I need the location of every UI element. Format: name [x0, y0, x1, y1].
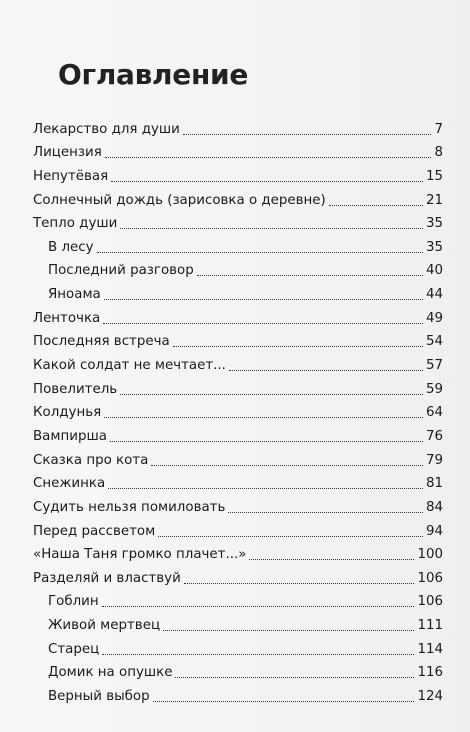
toc-entry	[33, 610, 443, 634]
dot-leader	[173, 346, 423, 347]
toc-entry-title: Судить нельзя помиловать	[33, 499, 226, 515]
dot-leader	[329, 205, 423, 206]
dot-leader	[163, 630, 414, 631]
toc-entry-page-number: 116	[417, 665, 443, 681]
toc-entry-page-number: 35	[425, 239, 443, 255]
dot-leader	[158, 536, 423, 537]
toc-entry	[33, 587, 443, 611]
toc-entry	[33, 658, 443, 682]
toc-entry	[33, 398, 443, 422]
toc-entry-page-number: 21	[425, 192, 443, 208]
toc-entry-page-number: 76	[425, 428, 443, 444]
toc-entry-title: Последняя встреча	[33, 334, 170, 350]
dot-leader	[104, 299, 423, 300]
toc-entry	[33, 374, 443, 398]
toc-entry-title: Непутёвая	[33, 168, 109, 184]
toc-entry-title: Колдунья	[33, 405, 102, 421]
dot-leader	[110, 441, 423, 442]
toc-entry-title: Вампирша	[33, 428, 107, 444]
toc-entry-page-number: 106	[417, 594, 443, 610]
toc-entry-page-number: 35	[425, 216, 443, 232]
toc-entry-title: Домик на опушке	[48, 665, 173, 681]
dot-leader	[229, 370, 423, 371]
toc-entry-title: Гоблин	[48, 594, 99, 610]
toc-entry-page-number: 57	[425, 358, 443, 374]
dot-leader	[197, 275, 423, 276]
toc-entry-page-number: 100	[417, 547, 443, 563]
toc-entry-page-number: 59	[425, 381, 443, 397]
toc-entry	[33, 138, 443, 162]
toc-entry	[33, 327, 443, 351]
dot-leader	[104, 417, 423, 418]
toc-entry-title: Яноама	[48, 287, 101, 303]
toc-entry	[33, 634, 443, 658]
toc-entry-page-number: 44	[425, 287, 443, 303]
toc-entry	[33, 350, 443, 374]
toc-entry-page-number: 64	[425, 405, 443, 421]
toc-entry	[33, 469, 443, 493]
toc-entry-page-number: 111	[417, 618, 443, 634]
toc-entry	[33, 681, 443, 705]
toc-entry	[33, 516, 443, 540]
toc-entry-page-number: 84	[425, 499, 443, 515]
dot-leader	[249, 559, 414, 560]
page-title: Оглавление	[58, 58, 249, 91]
dot-leader	[102, 654, 414, 655]
dot-leader	[102, 606, 415, 607]
toc-entry-title: В лесу	[48, 239, 94, 255]
toc-entry	[33, 421, 443, 445]
toc-entry-title: Разделяй и властвуй	[33, 570, 181, 586]
dot-leader	[120, 228, 423, 229]
toc-entry	[33, 563, 443, 587]
dot-leader	[120, 394, 423, 395]
toc-entry-title: Снежинка	[33, 476, 106, 492]
toc-entry-title: Лекарство для души	[33, 121, 180, 137]
toc-entry	[33, 540, 443, 564]
toc-entry-title: Старец	[48, 641, 100, 657]
dot-leader	[103, 323, 423, 324]
toc-entry	[33, 209, 443, 233]
dot-leader	[183, 134, 432, 135]
toc-entry	[33, 114, 443, 138]
toc-entry-page-number: 49	[425, 310, 443, 326]
toc-entry-title: Сказка про кота	[33, 452, 149, 468]
toc-entry-title: Солнечный дождь (зарисовка о деревне)	[33, 192, 326, 208]
toc-entry	[33, 303, 443, 327]
dot-leader	[228, 512, 423, 513]
dot-leader	[108, 488, 423, 489]
toc-entry-page-number: 79	[425, 452, 443, 468]
toc-entry-page-number: 54	[425, 334, 443, 350]
dot-leader	[153, 701, 415, 702]
toc-entry	[33, 256, 443, 280]
toc-entry-page-number: 124	[417, 689, 443, 705]
dot-leader	[105, 157, 432, 158]
toc-entry-title: Тепло души	[33, 216, 118, 232]
toc-entry	[33, 279, 443, 303]
toc-entry-title: Верный выбор	[48, 689, 150, 705]
dot-leader	[97, 252, 423, 253]
toc-entry-title: «Наша Таня громко плачет...»	[33, 547, 247, 563]
toc-entry-page-number: 106	[417, 570, 443, 586]
toc-entry-page-number: 8	[434, 145, 443, 161]
dot-leader	[151, 465, 423, 466]
toc-entry-title: Повелитель	[33, 381, 118, 397]
toc-entry-title: Ленточка	[33, 310, 101, 326]
toc-entry	[33, 492, 443, 516]
toc-entry	[33, 232, 443, 256]
toc-entry-page-number: 94	[425, 523, 443, 539]
dot-leader	[184, 583, 415, 584]
toc-entry-page-number: 40	[425, 263, 443, 279]
dot-leader	[111, 181, 423, 182]
toc-entry	[33, 445, 443, 469]
toc-entry-title: Последний разговор	[48, 263, 194, 279]
toc-entry-page-number: 81	[425, 476, 443, 492]
toc-entry-title: Какой солдат не мечтает...	[33, 358, 226, 374]
toc-entry-title: Живой мертвец	[48, 618, 161, 634]
toc-entry-title: Лицензия	[33, 145, 102, 161]
toc-entry	[33, 185, 443, 209]
toc-entry-page-number: 114	[417, 641, 443, 657]
toc-entry	[33, 161, 443, 185]
toc-entry-page-number: 15	[425, 168, 443, 184]
table-of-contents	[33, 114, 443, 705]
toc-entry-page-number: 7	[434, 121, 443, 137]
toc-entry-title: Перед рассветом	[33, 523, 156, 539]
dot-leader	[175, 677, 414, 678]
